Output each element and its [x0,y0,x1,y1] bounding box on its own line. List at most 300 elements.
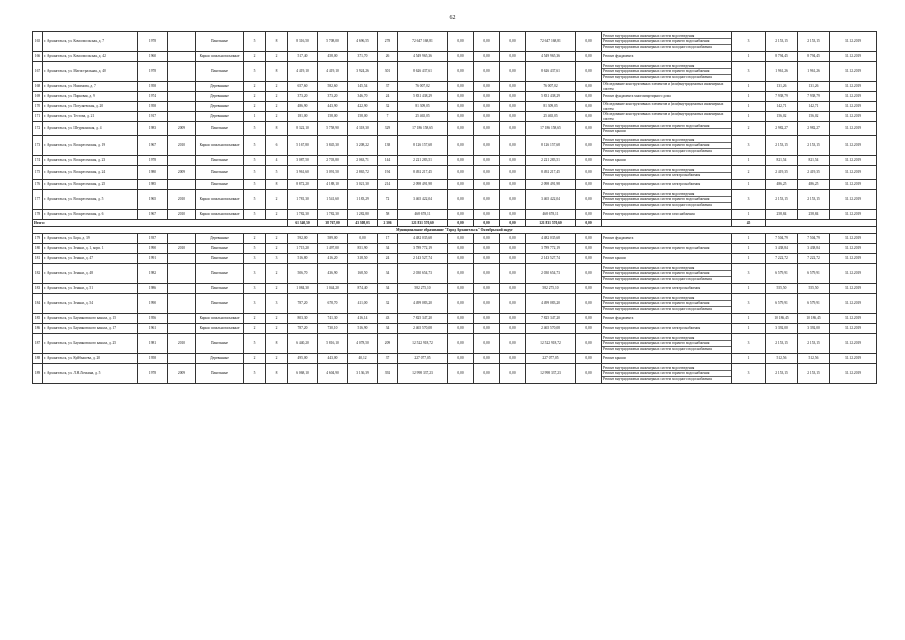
row-area-residential: 411,00 [348,294,378,314]
row-extra: 0,00 [576,180,602,190]
row-year-renovated: 2010 [168,334,196,354]
row-area-living: 2 703,80 [318,156,348,166]
row-area-living: 416,20 [318,254,348,264]
row-year-built: 1958 [138,354,168,364]
row-area-residential: 4 078,50 [348,334,378,354]
row-fund-local: 0,00 [500,264,526,284]
row-area-total: 8 316,50 [288,32,318,52]
row-floors: 2 [244,82,266,92]
row-year-renovated [168,112,196,122]
row-number: 168 [33,82,43,92]
row-works-count: 1 [732,210,766,220]
row-area-living: 4 188,10 [318,180,348,190]
row-unit-cost: 258,84 [766,210,798,220]
row-fund-owners: 3 789 772,19 [526,244,576,254]
row-area-residential: 40,12 [348,354,378,364]
row-floors: 5 [244,136,266,156]
row-area-residential: 371,70 [348,52,378,62]
total-block [33,220,877,234]
row-floors: 3 [244,284,266,294]
row-wall-material: Панельные [196,122,244,136]
row-year-built: 1978 [138,156,168,166]
row-wall-material: Деревянные [196,82,244,92]
row-area-total: 373,20 [288,92,318,102]
row-deadline: 31.12.2019 [830,166,877,180]
work-item: Ремонт крыши [603,356,626,361]
row-works [602,264,732,284]
row-wall-material: Панельные [196,334,244,354]
row-residents: 138 [378,136,398,156]
row-fund-local: 0,00 [500,136,526,156]
table-row [33,136,877,156]
row-fund-owners: 8 626 437,61 [526,62,576,82]
row-entrances: 3 [266,294,288,314]
row-fund-local: 0,00 [500,334,526,354]
row-max-cost: 486,25 [798,180,830,190]
table-row [33,210,877,220]
row-fund-fkr: 0,00 [448,314,474,324]
row-address: г. Архангельск, ул. Зеньки, д. 54 [43,294,138,314]
row-year-built: 1981 [138,334,168,354]
row-floors: 5 [244,180,266,190]
row-floors: 5 [244,122,266,136]
row-area-total: 657,60 [288,82,318,92]
row-area-living: 589,00 [318,234,348,244]
table-row [33,156,877,166]
row-year-built: 1983 [138,122,168,136]
row-cost-total: 7 825 347,20 [398,314,448,324]
row-entrances: 2 [266,314,288,324]
row-fund-local: 0,00 [500,364,526,384]
row-extra: 0,00 [576,354,602,364]
row-works-count: 1 [732,354,766,364]
work-item: Ремонт внутридомовых инженерных систем холодного водоснабжения [603,306,712,311]
row-cost-total: 2 221 283,51 [398,156,448,166]
row-fund-fkr: 0,00 [448,294,474,314]
row-number: 166 [33,52,43,62]
row-works-count: 1 [732,156,766,166]
row-fund-budget: 0,00 [474,264,500,284]
row-number: 189 [33,364,43,384]
row-deadline: 31.12.2019 [830,32,877,52]
work-item: Ремонт внутридомовых инженерных систем горячего водоснабжения [602,39,731,44]
table-row [33,32,877,52]
row-works [602,180,732,190]
row-fund-owners: 2 143 527,74 [526,254,576,264]
row-deadline: 31.12.2019 [830,324,877,334]
row-fund-local: 0,00 [500,32,526,52]
row-area-total: 3 087,50 [288,156,318,166]
row-area-total: 5 167,80 [288,136,318,156]
row-address: г. Архангельск, ул. Магистральная, д. 40 [43,62,138,82]
row-number: 165 [33,32,43,52]
row-cost-total: 4 499 083,20 [398,294,448,314]
row-entrances: 2 [266,92,288,102]
row-fund-owners: 8 126 157,68 [526,136,576,156]
row-fund-fkr: 0,00 [448,156,474,166]
row-fund-local: 0,00 [500,122,526,136]
work-item: Ремонт внутридомовых инженерных систем газоснабжения [603,212,695,217]
row-max-cost: 7 504,79 [798,234,830,244]
row-deadline: 31.12.2019 [830,62,877,82]
row-area-residential: 2 063,71 [348,156,378,166]
work-item: Ремонт внутридомовых инженерных систем горячего водоснабжения [602,69,731,74]
row-address: г. Архангельск, ул. Комсомольская, д. 7 [43,32,138,52]
row-works [602,122,732,136]
row-year-renovated [168,82,196,92]
row-wall-material: Панельные [196,254,244,264]
row-area-living: 5 758,90 [318,122,348,136]
row-cost-total: 25 465,05 [398,112,448,122]
work-item: Ремонт внутридомовых инженерных систем горячего водоснабжения [602,143,731,148]
row-area-residential: 3 136,39 [348,364,378,384]
row-fund-owners: 5 831 438,29 [526,92,576,102]
row-area-total: 1 781,30 [288,190,318,210]
row-fund-fkr: 0,00 [448,112,474,122]
row-fund-local: 0,00 [500,82,526,92]
row-works-count: 3 [732,364,766,384]
row-works [602,324,732,334]
work-item: Ремонт крыши [603,158,626,163]
row-works [602,82,732,92]
row-cost-total: 8 626 437,61 [398,62,448,82]
row-area-living: 1 541,60 [318,190,348,210]
row-extra: 0,00 [576,166,602,180]
row-unit-cost: 131,26 [766,82,798,92]
row-number: 170 [33,102,43,112]
row-fund-fkr: 0,00 [448,166,474,180]
row-fund-local: 0,00 [500,180,526,190]
row-area-living: 373,20 [318,92,348,102]
work-item: Ремонт фундамента многоквартирного дома [603,94,671,99]
row-cost-total: 582 275,10 [398,284,448,294]
row-entrances: 6 [266,136,288,156]
row-area-total: 8 322,10 [288,122,318,136]
row-area-residential: 158,00 [348,112,378,122]
row-deadline: 31.12.2019 [830,234,877,244]
row-fund-budget: 0,00 [474,210,500,220]
row-number: 169 [33,92,43,102]
row-address: г. Архангельск, ул. Воскресенская, д. 5 [43,190,138,210]
row-area-residential: 3 208,22 [348,136,378,156]
work-item: Ремонт внутридомовых инженерных систем холодного водоснабжения [603,276,712,281]
table-row [33,102,877,112]
row-fund-budget: 0,00 [474,354,500,364]
row-area-total: 486,90 [288,102,318,112]
row-fund-local: 0,00 [500,166,526,180]
row-year-renovated [168,92,196,102]
row-fund-budget: 0,00 [474,180,500,190]
table-row [33,166,877,180]
row-year-renovated [168,314,196,324]
row-fund-owners: 12 522 918,72 [526,334,576,354]
row-residents: 301 [378,62,398,82]
total-fund-budget: 0,00 [474,220,500,227]
row-works [602,52,732,62]
work-item: Ремонт внутридомовых инженерных систем горячего водоснабжения [602,197,731,202]
row-works-count: 1 [732,234,766,244]
row-address: г. Архангельск, ул. Зеньки, д. 51 [43,284,138,294]
table-row [33,354,877,364]
table-row [33,190,877,210]
row-fund-local: 0,00 [500,244,526,254]
row-fund-fkr: 0,00 [448,324,474,334]
table-row [33,254,877,264]
row-works-count: 3 [732,190,766,210]
row-unit-cost: 555,50 [766,284,798,294]
row-year-built: 1967 [138,210,168,220]
row-fund-local: 0,00 [500,254,526,264]
row-works [602,102,732,112]
row-fund-budget: 0,00 [474,284,500,294]
row-unit-cost: 7 938,79 [766,92,798,102]
rows-top [33,32,877,220]
row-year-built: 1978 [138,32,168,52]
row-area-living: 443,00 [318,354,348,364]
row-unit-cost: 6 579,91 [766,294,798,314]
row-number: 172 [33,122,43,136]
row-entrances: 8 [266,334,288,354]
row-deadline: 31.12.2019 [830,190,877,210]
row-deadline: 31.12.2019 [830,122,877,136]
row-fund-owners: 582 275,10 [526,284,576,294]
row-extra: 0,00 [576,314,602,324]
row-fund-owners: 2 030 654,73 [526,264,576,284]
work-item: Ремонт внутридомовых инженерных систем водоотведения [602,138,731,143]
row-area-living: 4 604,90 [318,364,348,384]
row-works-count: 2 [732,122,766,136]
row-year-renovated: 2010 [168,244,196,254]
row-fund-fkr: 0,00 [448,180,474,190]
work-item: Ремонт внутридомовых инженерных систем холодного водоснабжения [603,376,712,381]
total-fund-fkr: 0,00 [448,220,474,227]
row-works [602,364,732,384]
row-number: 188 [33,354,43,364]
row-unit-cost: 2 153,15 [766,364,798,384]
table-row [33,244,877,254]
row-fund-fkr: 0,00 [448,254,474,264]
row-residents: 214 [378,180,398,190]
row-residents: 34 [378,244,398,254]
row-max-cost: 258,84 [798,210,830,220]
row-year-renovated: 2009 [168,122,196,136]
row-cost-total: 468 678,11 [398,210,448,220]
row-address: г. Архангельск, ул. Воскресенская, д. 19 [43,136,138,156]
work-item: Ремонт фундамента [603,54,634,59]
row-extra: 0,00 [576,264,602,284]
row-fund-fkr: 0,00 [448,82,474,92]
row-fund-fkr: 0,00 [448,62,474,82]
row-year-built: 1990 [138,294,168,314]
total-area-other: 43 308,03 [348,220,378,227]
row-floors: 2 [244,324,266,334]
row-works-count: 1 [732,112,766,122]
row-address: г. Архангельск, ул. Штурманская, д. 4 [43,122,138,136]
row-year-renovated [168,102,196,112]
row-entrances: 2 [266,82,288,92]
row-cost-total: 72 647 168,81 [398,32,448,52]
row-wall-material: Панельные [196,180,244,190]
row-fund-owners: 2 098 491,98 [526,180,576,190]
row-works-count: 1 [732,244,766,254]
row-address: г. Архангельск, ул. Зеньки, д. 1, корп. 1 [43,244,138,254]
row-address: г. Архангельск, ул. Баумановского канала, д. 17 [43,324,138,334]
row-max-cost: 821,54 [798,156,830,166]
row-year-built: 1982 [138,264,168,284]
row-fund-budget: 0,00 [474,52,500,62]
row-wall-material: Деревянные [196,102,244,112]
row-wall-material: Каркас шпальнозасыпные [196,52,244,62]
row-fund-fkr: 0,00 [448,354,474,364]
row-area-living: 5 816,10 [318,334,348,354]
row-fund-local: 0,00 [500,112,526,122]
row-area-living: 4 419,10 [318,62,348,82]
row-residents: 43 [378,314,398,324]
row-address: г. Архангельск, ул. Баумановского канала, д. 25 [43,334,138,354]
row-fund-fkr: 0,00 [448,92,474,102]
row-entrances: 8 [266,122,288,136]
row-unit-cost: 8 794,45 [766,52,798,62]
work-item: Ремонт внутридомовых инженерных систем горячего водоснабжения [602,124,731,129]
row-year-built: 1958 [138,82,168,92]
row-fund-owners: 3 465 422,04 [526,190,576,210]
row-year-renovated [168,264,196,284]
row-fund-budget: 0,00 [474,92,500,102]
work-item: Ремонт внутридомовых инженерных систем горячего водоснабжения [602,341,731,346]
row-works [602,254,732,264]
row-deadline: 31.12.2019 [830,354,877,364]
row-year-built: 1978 [138,364,168,384]
row-unit-cost: 142,71 [766,102,798,112]
row-residents: 329 [378,122,398,136]
row-fund-owners: 81 309,05 [526,102,576,112]
row-fund-owners: 12 998 337,23 [526,364,576,384]
row-residents: 32 [378,294,398,314]
section-title: Муниципальное образование "Город Архангельск" Октябрьский округ [33,227,877,234]
row-unit-cost: 1 961,26 [766,62,798,82]
row-cost-total: 76 007,02 [398,82,448,92]
total-works [602,220,732,227]
row-max-cost: 3 438,84 [798,244,830,254]
row-fund-owners: 468 678,11 [526,210,576,220]
row-max-cost: 131,26 [798,82,830,92]
row-wall-material: Каркас шпальнозасыпные [196,210,244,220]
row-year-renovated [168,254,196,264]
row-deadline: 31.12.2019 [830,314,877,324]
row-cost-total: 3 789 772,19 [398,244,448,254]
row-wall-material: Панельные [196,156,244,166]
row-deadline: 31.12.2019 [830,294,877,314]
table-row [33,314,877,324]
row-address: г. Архангельск, ул. Воскресенская, д. 23 [43,156,138,166]
row-entrances: 2 [266,284,288,294]
row-fund-fkr: 0,00 [448,264,474,284]
row-area-residential: 851,90 [348,244,378,254]
row-works [602,112,732,122]
row-year-built: 1956 [138,314,168,324]
work-item: Ремонт внутридомовых инженерных систем холодного водоснабжения [603,74,712,79]
work-item: Ремонт внутридомовых инженерных систем водоотведения [602,336,731,341]
work-item: Ремонт крыши [603,256,626,261]
row-residents: 26 [378,52,398,62]
row-entrances: 8 [266,32,288,52]
table-row [33,92,877,102]
row-fund-local: 0,00 [500,52,526,62]
work-item: Ремонт внутридомовых инженерных систем электроснабжения [603,182,701,187]
row-residents: 37 [378,354,398,364]
row-wall-material: Деревянные [196,234,244,244]
row-address: г. Архангельск, ул. Тестова, д. 21 [43,112,138,122]
row-year-renovated: 2009 [168,364,196,384]
row-unit-cost: 486,25 [766,180,798,190]
table [32,31,877,384]
row-fund-budget: 0,00 [474,234,500,244]
row-cost-total: 227 077,05 [398,354,448,364]
work-item: Обследование конструктивных элементов и (или)внутридомовых инженерных систем [603,112,724,121]
row-max-cost: 2 419,35 [798,166,830,180]
row-number: 171 [33,112,43,122]
row-works [602,284,732,294]
table-row [33,294,877,314]
row-unit-cost: 2 419,35 [766,166,798,180]
work-item: Ремонт фундамента [603,316,634,321]
row-wall-material: Каркас шпальнозасыпные [196,136,244,156]
row-number: 179 [33,234,43,244]
row-works-count: 1 [732,102,766,112]
row-residents: 37 [378,82,398,92]
row-cost-total: 12 998 337,23 [398,364,448,384]
row-works [602,234,732,244]
row-number: 187 [33,334,43,354]
row-fund-fkr: 0,00 [448,136,474,156]
row-address: г. Архангельск, ул. Комсомольская, д. 42 [43,52,138,62]
row-works-count: 1 [732,92,766,102]
work-item: Обследование конструктивных элементов и (или)внутридомовых инженерных систем [603,82,724,91]
row-works [602,294,732,314]
row-fund-budget: 0,00 [474,334,500,354]
row-cost-total: 4 482 035,68 [398,234,448,244]
row-wall-material: Панельные [196,294,244,314]
row-floors: 3 [244,254,266,264]
row-max-cost: 2 153,15 [798,334,830,354]
row-area-living: 678,70 [318,294,348,314]
row-year-renovated [168,234,196,244]
row-year-renovated [168,324,196,334]
total-residents: 2 306 [378,220,398,227]
row-works [602,92,732,102]
row-area-residential: 422,90 [348,102,378,112]
row-unit-cost: 2 153,15 [766,190,798,210]
row-address: г. Архангельск, ул. Зеньки, д. 48 [43,264,138,284]
row-floors: 2 [244,314,266,324]
row-year-renovated [168,62,196,82]
row-works [602,314,732,324]
row-unit-cost: 7 504,79 [766,234,798,244]
row-wall-material: Деревянные [196,354,244,364]
row-floors: 2 [244,354,266,364]
table-row [33,180,877,190]
row-fund-local: 0,00 [500,156,526,166]
row-cost-total: 8 126 157,68 [398,136,448,156]
row-max-cost: 2 153,15 [798,136,830,156]
row-fund-fkr: 0,00 [448,122,474,136]
row-max-cost: 8 794,45 [798,52,830,62]
work-item: Ремонт внутридомовых инженерных систем водоотведения [602,192,731,197]
row-entrances: 2 [266,324,288,334]
row-unit-cost: 7 222,72 [766,254,798,264]
row-unit-cost: 2 153,15 [766,32,798,52]
row-fund-owners: 8 492 217,45 [526,166,576,180]
